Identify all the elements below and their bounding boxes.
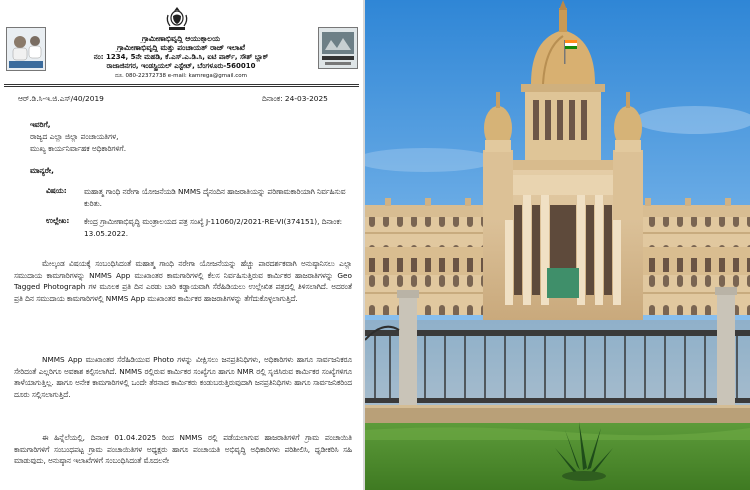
to-heading: ಇವರಿಗೆ, [30, 120, 51, 129]
addressee-line-2: ಮುಖ್ಯ ಕಾರ್ಯನಿರ್ವಾಹಕ ಅಧಿಕಾರಿಗಳಿಗೆ. [30, 144, 127, 153]
letterhead-line-3: ನಂ: 1234, 5ನೇ ಮಹಡಿ, ಕೆ.ಎಸ್.ಎ.ಡಿ.ಸಿ, ಐಟಿ ಪಾರ್ಕ್, ಸೌತ್ ಬ್ಲಾಕ್ [93, 53, 269, 61]
letter-date: ದಿನಾಂಕ: 24-03-2025 [262, 94, 328, 103]
vidhana-soudha-photo [365, 0, 750, 490]
body-paragraph-1: ಮೇಲ್ಕಂಡ ವಿಷಯಕ್ಕೆ ಸಂಬಂಧಿಸಿದಂತೆ ಮಹಾತ್ಮ ಗಾಂಧಿ ನರೇಗಾ ಯೋಜನೆಯನ್ನು ಹೆಚ್ಚು ಪಾರದರ್ಶಕವಾಗಿ ಅನುಷ್ಠಾನಿಸಲು ಎಲ್ಲಾ ಸಮುದಾಯ ಕಾಮಗಾರಿಗಳನ್ನು NMMS App ಮುಖಾಂತರ ಕಾಮಗಾರಿಗಳಲ್ಲಿ ಕೆಲಸ ನಿರ್ವಹಿಸುತ್ತಿರುವ ಕಾರ್ಮಿಕರ ಹಾಜರಾತಿಗಳನ್ನು Geo Tagged Photograph ಗಳ ಮೂಲಕ ಪ್ರತಿ ದಿನ ಎರಡು ಬಾರಿ ಕಡ್ಡಾಯವಾಗಿ ಸೆರೆಹಿಡಿಯಲು ಉಲ್ಲೇಖಿತ ಪತ್ರದಲ್ಲಿ ತಿಳಿಸಲಾಗಿದೆ. ಅದರಂತೆ ಪ್ರತಿ ದಿನ ಸಮುದಾಯ ಕಾಮಗಾರಿಗಳಲ್ಲಿ NMMS App ಮುಖಾಂತರ ಕಾರ್ಮಿಕರ ಹಾಜರಾತಿಗಳನ್ನು ತೆಗೆದುಕೊಳ್ಳಲಾಗುತ್ತಿದೆ. [14, 259, 352, 303]
karnataka-emblem-icon [164, 5, 190, 33]
letterhead-line-2: ಗ್ರಾಮೀಣಾಭಿವೃದ್ಧಿ ಮತ್ತು ಪಂಚಾಯತ್ ರಾಜ್ ಇಲಾಖೆ [117, 43, 245, 52]
letterhead-line-1: ಗ್ರಾಮೀಣಾಭಿವೃದ್ಧಿ ಆಯುಕ್ತಾಲಯ [141, 34, 221, 43]
reference-label: ಉಲ್ಲೇಖ: [46, 216, 70, 225]
letterhead-rule [4, 84, 359, 85]
subject-text: ಮಹಾತ್ಮ ಗಾಂಧಿ ನರೇಗಾ ಯೋಜನೆಯಡಿ NMMS ದೈನಂದಿನ ಹಾಜರಾತಿಯನ್ನು ಪರಿಣಾಮಕಾರಿಯಾಗಿ ನಿರ್ವಹಿಸುವ ಕುರಿತು. [84, 187, 346, 208]
reference-number: ಆರ್.ಡಿ.ಸಿ-ಇ.ಜಿ.ಎಸ್/40/2019 [18, 94, 104, 103]
mgnrega-logo [318, 27, 358, 69]
reference-text: ಕೇಂದ್ರ ಗ್ರಾಮೀಣಾಭಿವೃದ್ಧಿ ಮಂತ್ರಾಲಯದ ಪತ್ರ ಸಂಖ್ಯೆ J-11060/2/2021-RE-VI(374151), ದಿನಾಂಕ: 13.05.2022. [84, 217, 343, 238]
letterhead-rule-thin [4, 86, 359, 87]
government-letter [0, 0, 363, 490]
letterhead-contact: ದೂ. 080-22372738 e-mail: kamrega@gmail.com [114, 73, 247, 79]
letterhead-line-4: ರಾಜಾಜಿನಗರ, ಇಂಡಸ್ಟ್ರಿಯಲ್ ಎಸ್ಟೇಟ್, ಬೆಂಗಳೂರು-560010 [106, 62, 256, 70]
salutation: ಮಾನ್ಯರೇ, [30, 166, 54, 175]
body-paragraph-3: ಈ ಹಿನ್ನೆಲೆಯಲ್ಲಿ, ದಿನಾಂಕ 01.04.2025 ರಿಂದ NMMS ರಲ್ಲಿ ಪಡೆಯಲಾಗುವ ಹಾಜರಾತಿಗಳಿಗೆ ಗ್ರಾಮ ಪಂಚಾಯಿತಿ ಕಾಮಗಾರಿಗಳಿಗೆ ಸಂಬಂಧಪಟ್ಟ ಗ್ರಾಮ ಪಂಚಾಯಿತಿಗಳ ಅಧ್ಯಕ್ಷರು ಹಾಗೂ ಪಂಚಾಯತಿ ಅಭಿವೃದ್ಧಿ ಅಧಿಕಾರಿಗಳು ಪರಿಶೀಲಿಸಿ, ಧೃಡೀಕರಿಸಿ ಸಹಿ ಮಾಡುವುದು, ಅನುಷ್ಠಾನ ಇಲಾಖೆಗಳಿಗೆ ಸಂಬಂಧಿಸಿದಂತೆ ಮೊದಲನೇ [14, 433, 352, 466]
body-paragraph-2: NMMS App ಮುಖಾಂತರ ಸೆರೆಹಿಡಿಯುವ Photo ಗಳನ್ನು ವೀಕ್ಷಿಸಲು ಜನಪ್ರತಿನಿಧಿಗಳು, ಅಧಿಕಾರಿಗಳು ಹಾಗೂ ಸಾರ್ವಜನಿಕರೂ ಸೇರಿದಂತೆ ಎಲ್ಲರಿಗೂ ಅವಕಾಶ ಕಲ್ಪಿಸಲಾಗಿದೆ. NMMS ರಲ್ಲಿರುವ ಕಾರ್ಮಿಕರ ಸಂಖ್ಯೆಗೂ ಹಾಗೂ NMR ರಲ್ಲಿ ಸೃಜಿಸಿರುವ ಕಾರ್ಮಿಕರ ಸಂಖ್ಯೆಗಳಿಗೂ ತಾಳೆಯಾಗುತ್ತಿಲ್ಲ. ಹಾಗೂ ಅನೇಕ ಕಾಮಗಾರಿಗಳಲ್ಲಿ ಒಂದೇ ತೆರನಾದ ಕಾರ್ಮಿಕರು ಕಂಡುಬರುತ್ತಿರುವುದಾಗಿ ಜನಪ್ರತಿನಿಧಿಗಳು ಹಾಗೂ ಸಾರ್ವಜನಿಕರಿಂದ ದೂರು ಸಲ್ಲಿಸಲಾಗುತ್ತಿದೆ. [14, 355, 352, 399]
subject-label: ವಿಷಯ: [46, 186, 67, 195]
addressee-line-1: ರಾಜ್ಯದ ಎಲ್ಲಾ ಜಿಲ್ಲಾ ಪಂಚಾಯತಿಗಳ, [30, 132, 119, 141]
chief-minister-photo-logo [6, 27, 46, 71]
